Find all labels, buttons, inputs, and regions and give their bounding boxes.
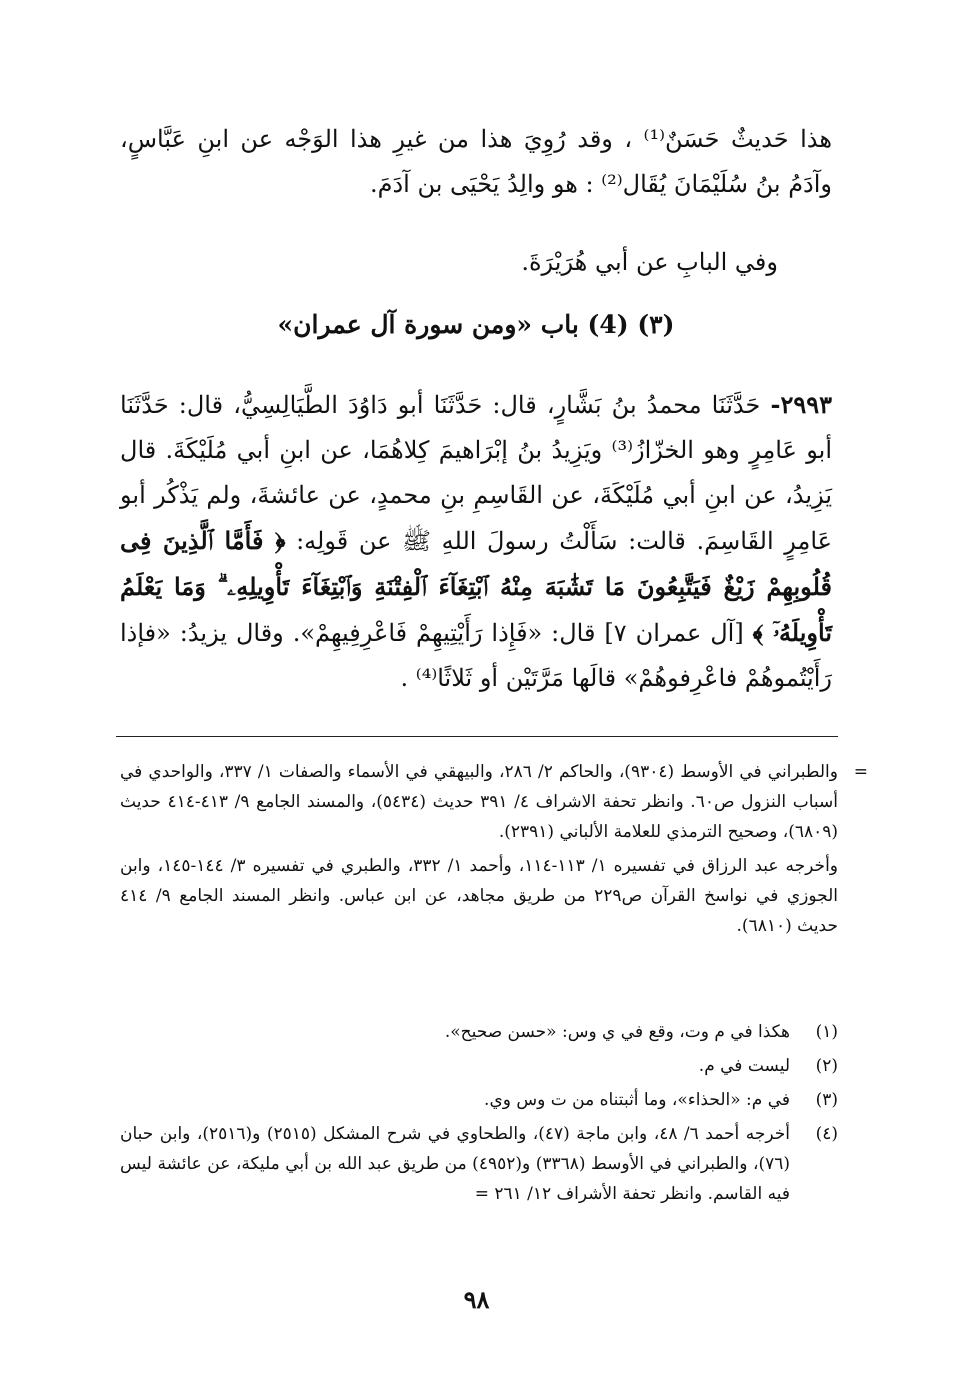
continuation-mark: = (853, 762, 868, 782)
footnote-text: في م: «الحذاء»، وما أثبتناه من ت وس وي. (484, 1090, 790, 1110)
footnote-number: (٤) (815, 1124, 838, 1144)
footnote-item (120, 1119, 838, 1209)
footnote-item (120, 1017, 838, 1047)
continuation-paragraph: وأخرجه عبد الرزاق في تفسيره ١/ ١١٣-١١٤، وأحمد ١/ ٣٣٢، والطبري في تفسيره ٣/ ١٤٤-١٤٥، وابن الجوزي في نواسخ القرآن ص٢٢٩ من طريق مجاهد، عن ابن عباس. وانظر المسند الجامع ٩/ ٤١٤ حديث (٦٨١٠). (120, 856, 838, 936)
hadith-number: ٢٩٩٣- (770, 390, 832, 419)
footnote-number: (٣) (815, 1090, 838, 1110)
hadith-paragraph (120, 382, 832, 701)
quran-verse: ﴿ فَأَمَّا ٱلَّذِينَ فِى قُلُوبِهِمْ زَيْغٌ فَيَتَّبِعُونَ مَا تَشَٰبَهَ مِنْهُ ٱبْتِغَآءَ ٱلْفِتْنَةِ وَٱبْتِغَآءَ تَأْوِيلِهِۦ ۗ وَمَا يَعْلَمُ تَأْوِيلَهُۥٓ ﴾ (120, 526, 833, 647)
footnote-number: (٢) (815, 1056, 838, 1076)
continuation-paragraph: والطبراني في الأوسط (٩٣٠٤)، والحاكم ٢/ ٢٨٦، والبيهقي في الأسماء والصفات ١/ ٣٣٧، والواحدي في أسباب النزول ص٦٠. وانظر تحفة الاشراف ٤/ ٣٩١ حديث (٥٤٣٤)، والمسند الجامع ٩/ ٤١٣-٤١٤ حديث (٦٨٠٩)، وصحيح الترمذي للعلامة الألباني (٢٣٩١). (120, 762, 838, 842)
footnotes-list (120, 1017, 838, 1213)
footnote-item (120, 1051, 838, 1081)
footnote-item (120, 1085, 838, 1115)
intro-paragraph: هذا حَديثٌ حَسَنٌ⁽¹⁾ ، وقد رُوِيَ هذا من غيرِ هذا الوَجْه عن ابنِ عَبَّاسٍ، وآدَمُ بنُ سُلَيْمَانَ يُقَال⁽²⁾ : هو والِدُ يَحْيَى بن آدَمَ. (120, 125, 832, 198)
hadith-text-part1: حَدَّثَنَا محمدُ بنُ بَشَّارٍ، قال: حَدَّثَنَا أبو دَاوُدَ الطَّيَالِسِيُّ، قال: حَدَّثَنَا أبو عَامِرٍ وهو الخزّازُ⁽³⁾ ويَزِيدُ بنُ إبْرَاهيمَ كِلاهُمَا، عن ابنِ أبي مُلَيْكَةَ. قال يَزِيدُ، عن ابنِ أبي مُلَيْكَةَ، عن القَاسِمِ بنِ محمدٍ، عن عائشةَ، ولم يَذْكُر أبو عَامِرٍ القَاسِمَ. قالت: سَأَلْتُ رسولَ اللهِ ﷺ عن قَولِه: (120, 391, 833, 555)
footnote-number: (١) (815, 1022, 838, 1042)
footnote-text: هكذا في م وت، وقع في ي وس: «حسن صحيح». (444, 1022, 790, 1042)
bab-paragraph: وفي البابِ عن أبي هُرَيْرَةَ. (521, 248, 778, 276)
footnote-continuation (120, 757, 868, 945)
footnote-divider (116, 736, 838, 737)
chapter-heading: (٣) (4) باب «ومن سورة آل عمران» (277, 310, 675, 339)
footnote-text: أخرجه أحمد ٦/ ٤٨، وابن ماجة (٤٧)، والطحاوي في شرح المشكل (٢٥١٥) و(٢٥١٦)، وابن حبان (٧٦)، والطبراني في الأوسط (٣٣٦٨) و(٤٩٥٢) من طريق عبد الله بن أبي مليكة، عن عائشة ليس فيه القاسم. وانظر تحفة الأشراف ١٢/ ٢٦١ = (120, 1124, 790, 1204)
hadith-text-part2: [آل عمران ٧] قال: «فَإِذا رَأَيْتِيهِمْ فَاعْرِفِيهِمْ». وقال يزيدُ: «فإذا رَأَيْتُموهُمْ فاعْرِفوهُمْ» قالَها مَرَّتَيْن أو ثَلاثًا⁽⁴⁾ . (120, 619, 832, 692)
page-number: ٩٨ (463, 1285, 490, 1314)
footnote-text: ليست في م. (698, 1056, 790, 1076)
